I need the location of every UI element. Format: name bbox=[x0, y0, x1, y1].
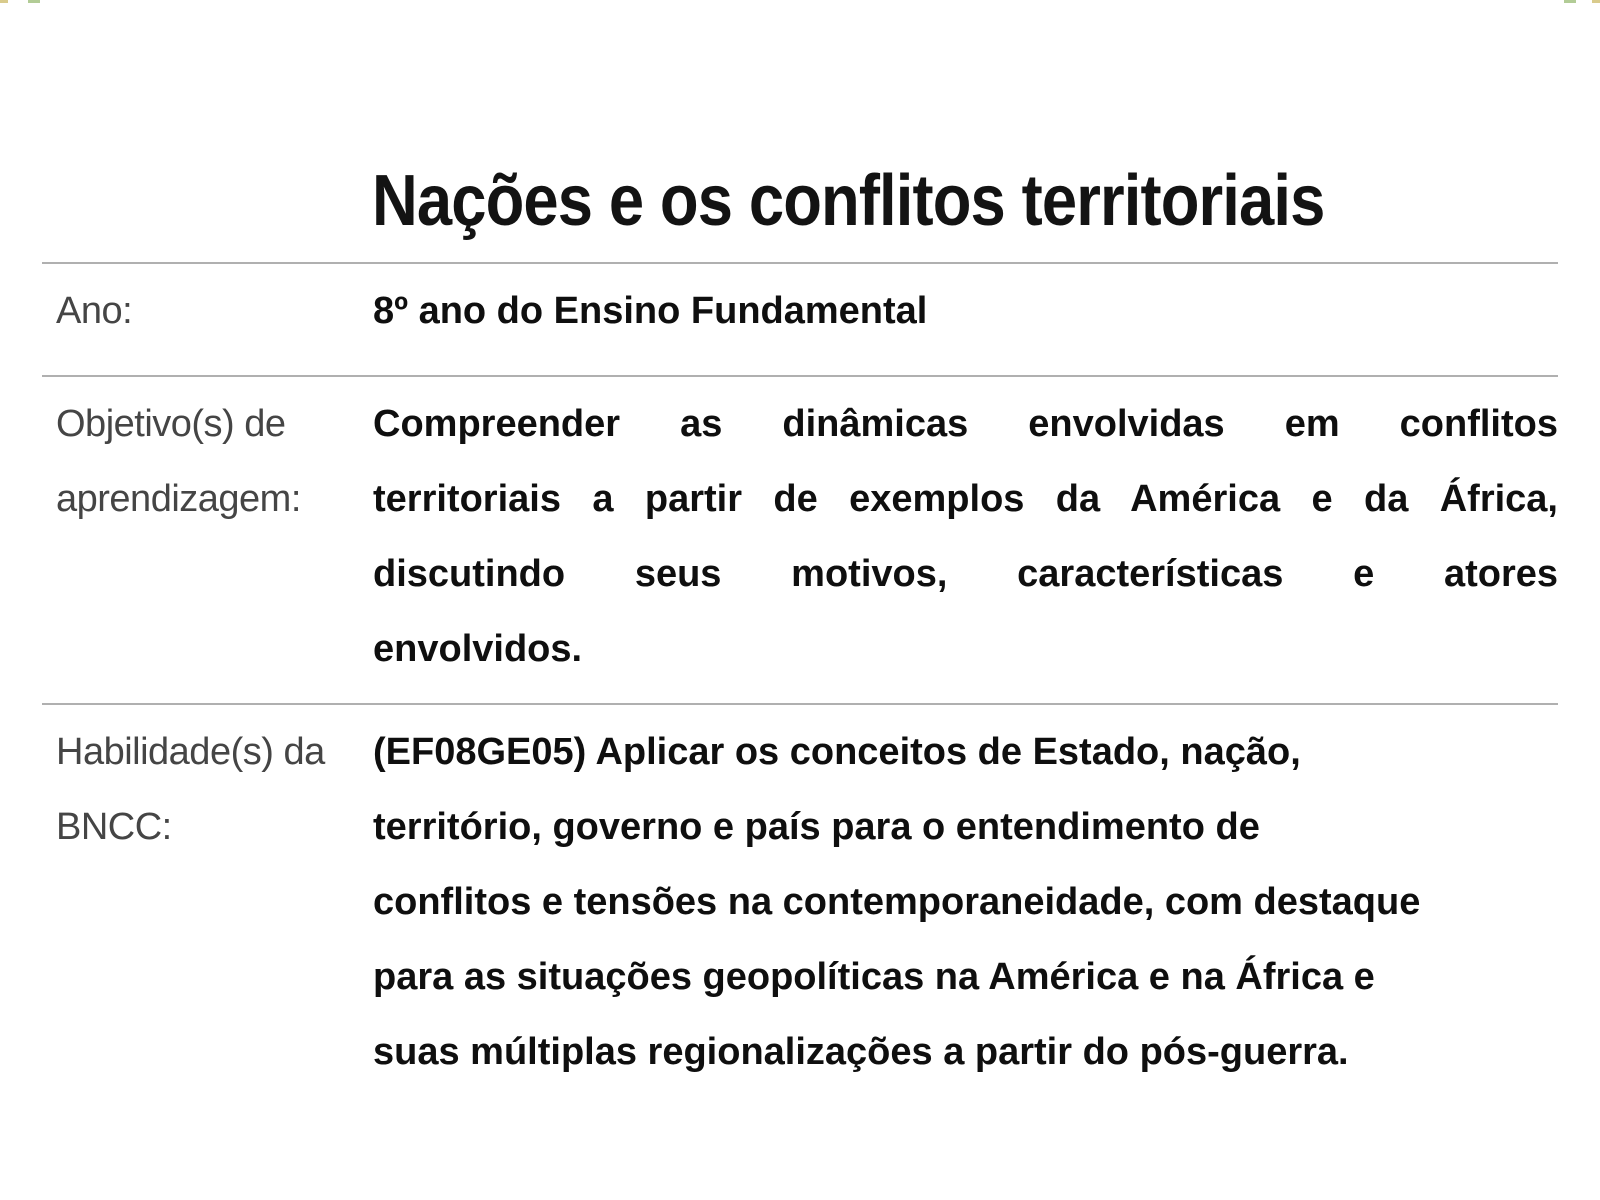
top-edge-artifact bbox=[0, 0, 8, 3]
lesson-info-table bbox=[42, 262, 1558, 1120]
habilidade-line: para as situações geopolíticas na América e na África e bbox=[373, 956, 1375, 998]
row-label-objetivo: Objetivo(s) de aprendizagem: bbox=[56, 403, 301, 520]
row-value-objetivo bbox=[373, 387, 1558, 687]
top-edge-artifact bbox=[1564, 0, 1576, 3]
row-label-ano: Ano: bbox=[56, 290, 133, 332]
habilidade-line: (EF08GE05) Aplicar os conceitos de Estado, nação, bbox=[373, 731, 1301, 773]
habilidade-line: território, governo e país para o entendimento de bbox=[373, 806, 1260, 848]
row-label-habilidade: Habilidade(s) da BNCC: bbox=[56, 731, 325, 848]
objetivo-line: Compreender as dinâmicas envolvidas em conflitos bbox=[373, 403, 1558, 445]
objetivo-line: envolvidos. bbox=[373, 628, 583, 670]
top-edge-artifact bbox=[1592, 0, 1600, 3]
row-value-ano: 8º ano do Ensino Fundamental bbox=[373, 290, 928, 332]
objetivo-line: territoriais a partir de exemplos da América e da África, bbox=[373, 478, 1558, 520]
top-edge-artifact bbox=[28, 0, 40, 3]
habilidade-line: suas múltiplas regionalizações a partir do pós-guerra. bbox=[373, 1031, 1349, 1073]
table-row-habilidade bbox=[42, 703, 1558, 1120]
page-title: Nações e os conflitos territoriais bbox=[372, 161, 1325, 242]
objetivo-line: discutindo seus motivos, características e atores bbox=[373, 553, 1558, 595]
row-value-habilidade bbox=[373, 715, 1558, 1090]
table-row-ano bbox=[42, 262, 1558, 375]
table-row-objetivo bbox=[42, 375, 1558, 703]
habilidade-line: conflitos e tensões na contemporaneidade, com destaque bbox=[373, 881, 1421, 923]
